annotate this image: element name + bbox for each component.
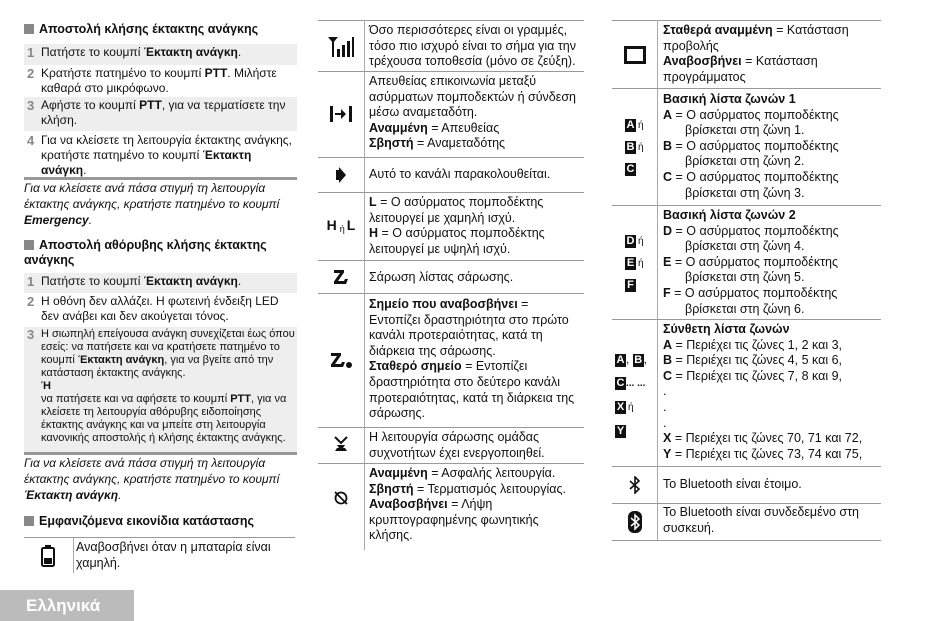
divider (318, 293, 584, 294)
divider (612, 319, 881, 320)
step-number: 4 (27, 133, 35, 148)
zone-b-icon: B (626, 140, 635, 153)
group-scan-description: Η λειτουργία σάρωσης ομάδας συχνοτήτων έχει ενεργοποιηθεί. (369, 430, 545, 460)
battery-description: Αναβοσβήνει όταν η μπαταρία είναι χαμηλή. (76, 540, 271, 570)
divider (612, 20, 881, 21)
talkaround-icon (318, 73, 364, 155)
step-number: 3 (27, 98, 35, 113)
step-2: 2 Η οθόνη δεν αλλάζει. Η φωτεινή ένδειξη LED δεν ανάβει και δεν ακούγεται τόνος. (24, 293, 297, 325)
signal-description: Όσο περισσότερες είναι οι γραμμές, τόσο πιο ισχυρό είναι το σήμα για την τρέχουσα τοποθεσία (μόνο σε ζεύξη). (369, 23, 576, 69)
zone-d-icon: D (626, 234, 635, 247)
heading-status-icons: Εμφανιζόμενα εικονίδια κατάστασης (24, 514, 299, 529)
note-exit-emergency: Για να κλείσετε ανά πάσα στιγμή τη λειτουργία έκτακτης ανάγκης, κρατήστε πατημένο το κουμπί Emergency. (24, 181, 280, 227)
divider (318, 427, 584, 428)
step-4: 4 Για να κλείσετε τη λειτουργία έκτακτης ανάγκης, κρατήστε πατημένο το κουμπί Έκτακτη ανάγκη. (24, 132, 297, 177)
step-2: 2 Κρατήστε πατημένο το κουμπί PTT. Μιλήστε καθαρά στο μικρόφωνο. (24, 65, 297, 97)
battery-icon (24, 540, 72, 572)
combo-zone-list-description: Σύνθετη λίστα ζωνών A = Περιέχει τις ζώνες 1, 2 και 3, B = Περιέχει τις ζώνες 4, 5 και 6, C = Περιέχει τις ζώνες 7, 8 και 9, . . . X = Περιέχει τις ζώνες 70, 71 και 72, Y = Περιέχει τις ζώνες 73, 74 και 75, (663, 322, 863, 461)
divider (612, 540, 881, 541)
divider (612, 205, 881, 206)
zone-c-icon: C (626, 162, 635, 175)
bluetooth-ready-description: Το Bluetooth είναι έτοιμο. (663, 477, 802, 491)
combo-zone-list-title: Σύνθετη λίστα ζωνών (663, 322, 790, 336)
heading-emergency-call: Αποστολή κλήσης έκτακτης ανάγκης (24, 22, 299, 37)
step-number: 3 (27, 327, 35, 342)
bluetooth-icon (612, 468, 657, 502)
language-tab: Ελληνικά (0, 590, 134, 621)
heading-silent-emergency: Αποστολή αθόρυβης κλήσης έκτακτης ανάγκης (24, 238, 299, 268)
zone-f-icon: F (625, 279, 636, 292)
step-number: 2 (27, 294, 35, 309)
step-3: 3 Η σιωπηλή επείγουσα ανάγκη συνεχίζεται έως όπου εσείς: να πατήσετε και να κρατήσετε πατημένο το κουμπί Έκτακτη ανάγκη, για να βγείτε από την κατάσταση έκτακτης ανάγκης. Ή να πατήσετε και να αφήσετε το κουμπί PTT, για να κλείσετε τη λειτουργία αθόρυβης ειδοποίησης έκτακτης ανάγκης και να μπείτε στη λειτουργία κανονικής αποστολής ή κλήσης έκτακτης ανάγκης. (24, 327, 297, 452)
divider (612, 503, 881, 504)
zone-e-icon: E (626, 256, 635, 269)
bluetooth-connected-icon (612, 505, 657, 539)
divider (318, 20, 584, 21)
zone-y-icon: Y (616, 425, 625, 437)
zone-c-icon: C (616, 377, 625, 389)
zone-a-icon: A (616, 354, 625, 366)
program-mode-description: Σταθερά αναμμένη = Κατάσταση προβολής Αναβοσβήνει = Κατάσταση προγράμματος (663, 23, 849, 84)
divider (318, 157, 584, 158)
program-mode-icon (612, 22, 657, 88)
priority-scan-icon (318, 295, 364, 425)
divider (318, 71, 584, 72)
divider (24, 537, 295, 538)
power-description: L = Ο ασύρματος πομποδέκτης λειτουργεί με χαμηλή ισχύ. H = Ο ασύρματος πομποδέκτης λειτουργεί με υψηλή ισχύ. (369, 195, 545, 256)
zone-b-icon: B (634, 354, 643, 366)
group-scan-icon (318, 429, 364, 459)
divider (318, 463, 584, 464)
scan-icon (318, 262, 364, 292)
secure-mode-description: Αναμμένη = Ασφαλής λειτουργία. Σβηστή = Τερματισμός λειτουργίας. Αναβοσβήνει = Λήψη κρυπτογραφημένης φωνητικής κλήσης. (369, 466, 567, 543)
zone-list-1-description: Βασική λίστα ζωνών 1 A = Ο ασύρματος πομποδέκτης βρίσκεται στη ζώνη 1. B = Ο ασύρματος πομποδέκτης βρίσκεται στη ζώνη 2. C = Ο ασύρματος πομποδέκτης βρίσκεται στη ζώνη 3. (663, 92, 839, 200)
step-number: 1 (27, 45, 35, 60)
signal-strength-icon (318, 22, 364, 69)
scan-description: Σάρωση λίστας σάρωσης. (369, 270, 514, 284)
divider (612, 88, 881, 89)
talkaround-description: Απευθείας επικοινωνία μεταξύ ασύρματων πομποδεκτών ή σύνδεση μέσω αναμεταδότη. Αναμμένη = Απευθείας Σβηστή = Αναμεταδότης (369, 74, 577, 151)
zone-list-1-icons: A ή B ή C (626, 118, 644, 175)
secure-mode-icon (318, 465, 364, 530)
power-level-icon: H ή L (326, 216, 356, 234)
column-divider (73, 538, 74, 573)
step-number: 1 (27, 274, 35, 289)
step-1: 1 Πατήστε το κουμπί Έκτακτη ανάγκη. (24, 273, 297, 293)
monitor-icon (318, 159, 364, 191)
zone-list-2-description: Βασική λίστα ζωνών 2 D = Ο ασύρματος πομποδέκτης βρίσκεται στη ζώνη 4. E = Ο ασύρματος πομποδέκτης βρίσκεται στη ζώνη 5. F = Ο ασύρματος πομποδέκτης βρίσκεται στη ζώνη 6. (663, 208, 839, 316)
zone-list-2-icons: D ή E ή F (626, 234, 644, 291)
column-divider (364, 20, 365, 550)
zone-a-icon: A (626, 118, 635, 131)
zone-list-1-title: Βασική λίστα ζωνών 1 (663, 92, 796, 106)
column-divider (657, 20, 658, 540)
step-number: 2 (27, 66, 35, 81)
bluetooth-connected-description: Το Bluetooth είναι συνδεδεμένο στη συσκευή. (663, 505, 859, 535)
priority-scan-description: Σημείο που αναβοσβήνει = Εντοπίζει δραστηριότητα στο πρώτο κανάλι προτεραιότητας, κατά τη διάρκεια της σάρωσης. Σταθερό σημείο = Εντοπίζει δραστηριότητα στο δεύτερο κανάλι προτεραιότητας, κατά τη διάρκεια της σάρωσης. (369, 297, 575, 421)
zone-list-2-title: Βασική λίστα ζωνών 2 (663, 208, 796, 222)
divider (612, 466, 881, 467)
monitor-description: Αυτό το κανάλι παρακολουθείται. (369, 167, 551, 181)
note-exit-emergency: Για να κλείσετε ανά πάσα στιγμή τη λειτουργία έκτακτης ανάγκης, κρατήστε πατημένο το κουμπί Έκτακτη ανάγκη. (24, 456, 280, 502)
step-3: 3 Αφήστε το κουμπί PTT, για να τερματίσετε την κλήση. (24, 97, 297, 131)
zone-x-icon: X (616, 401, 625, 413)
divider (318, 192, 584, 193)
combo-zone-list-icons: A , B , C ... ... X ή Y (616, 352, 648, 437)
step-1: 1 Πατήστε το κουμπί Έκτακτη ανάγκη. (24, 44, 297, 66)
divider (318, 260, 584, 261)
